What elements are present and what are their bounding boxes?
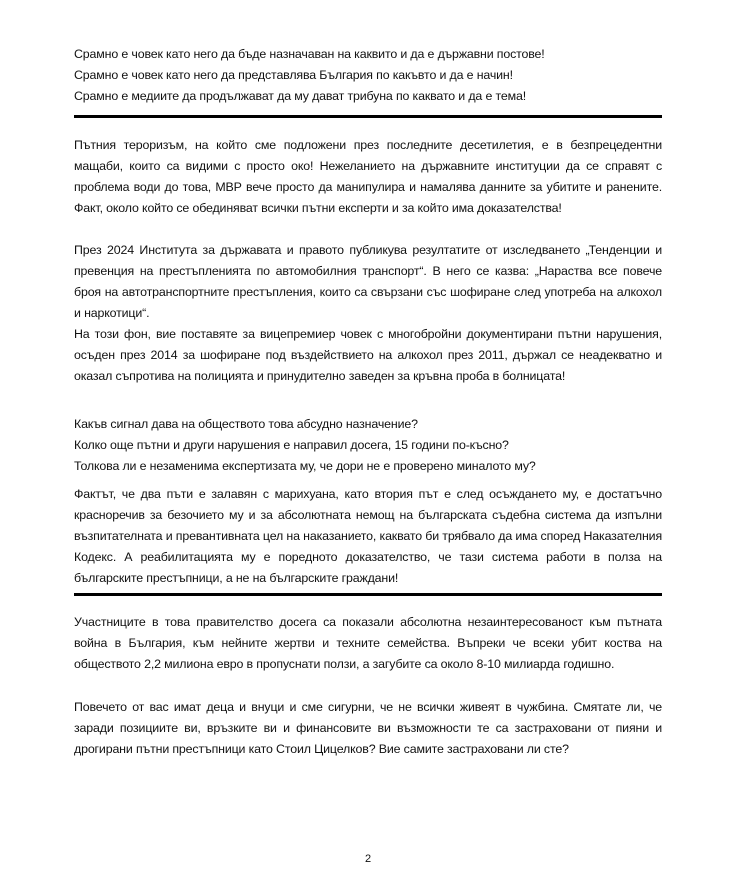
question-line: Колко още пътни и други нарушения е направил досега, 15 години по-късно? <box>74 438 509 452</box>
question-line: Толкова ли е незаменима експертизата му, че дори не е проверено миналото му? <box>74 459 536 473</box>
paragraph-marijuana <box>74 484 662 589</box>
paragraph-text: Пътния тероризъм, на който сме подложени през последните десетилетия, е в безпрецедентни мащаби, които са видими с просто око! Нежеланието на държавните институции да се справят с проблема води до това, МВР вече просто да манипулира и намалява данните за убитите и ранените. Факт, около който се обединяват всички пътни експерти и за който има доказателства! <box>74 138 662 215</box>
paragraph-institute-study <box>74 240 662 324</box>
paragraph-text: Участниците в това правителство досега са показали абсолютна незаинтересованост към пътната война в България, към нейните жертви и техните семейства. Въпреки че всеки убит коства на обществото 2,2 милиона евро в пропуснати ползи, а загубите са около 8-10 милиарда годишно. <box>74 615 662 671</box>
paragraph-text: Повечето от вас имат деца и внуци и сме сигурни, че не всички живеят в чужбина. Смятате ли, че заради позициите ви, връзките ви и финансовите ви възможности те са застраховани от пияни и дрогирани пътни престъпници като Стоил Цицелков? Вие самите застраховани ли сте? <box>74 700 662 756</box>
section-divider <box>74 115 662 118</box>
statement-line: Срамно е човек като него да представлява България по какъвто и да е начин! <box>74 68 513 82</box>
paragraph-vice-premier <box>74 324 662 387</box>
question-line: Какъв сигнал дава на обществото това абсудно назначение? <box>74 417 418 431</box>
paragraph-text: На този фон, вие поставяте за вицепремиер човек с многобройни документирани пътни нарушения, осъден през 2014 за шофиране под въздействието на алкохол през 2011, държал се неадекватно и оказал съпротива на полицията и принудително заведен за кръвна проба в болницата! <box>74 327 662 383</box>
paragraph-government-participants <box>74 612 662 675</box>
section-divider <box>74 593 662 596</box>
paragraph-road-terrorism <box>74 135 662 219</box>
statement-line: Срамно е медиите да продължават да му дават трибуна по каквато и да е тема! <box>74 89 527 103</box>
questions-list <box>74 414 662 477</box>
paragraph-children-grandchildren <box>74 697 662 760</box>
opening-statements <box>74 44 662 107</box>
paragraph-text: Фактът, че два пъти е залавян с марихуана, като втория път е след осъждането му, е достатъчно красноречив за безочието му и за абсолютната немощ на българската съдебна система да изпълни възпитателната и превантивната цел на наказанието, каквато би трябвало да има според Наказателния Кодекс. А реабилитацията му е поредното доказателство, че тази система работи в полза на българските престъпници, а не на българските граждани! <box>74 487 662 585</box>
statement-line: Срамно е човек като него да бъде назначаван на каквито и да е държавни постове! <box>74 47 545 61</box>
page-number: 2 <box>364 853 372 865</box>
paragraph-text: През 2024 Института за държавата и правото публикува резултатите от изследването „Тенденции и превенция на престъпленията по автомобилния транспорт“. В него се казва: „Нараства все повече броя на автотранспортните престъпления, които са свързани със шофиране след употреба на алкохол и наркотици“. <box>74 243 662 320</box>
